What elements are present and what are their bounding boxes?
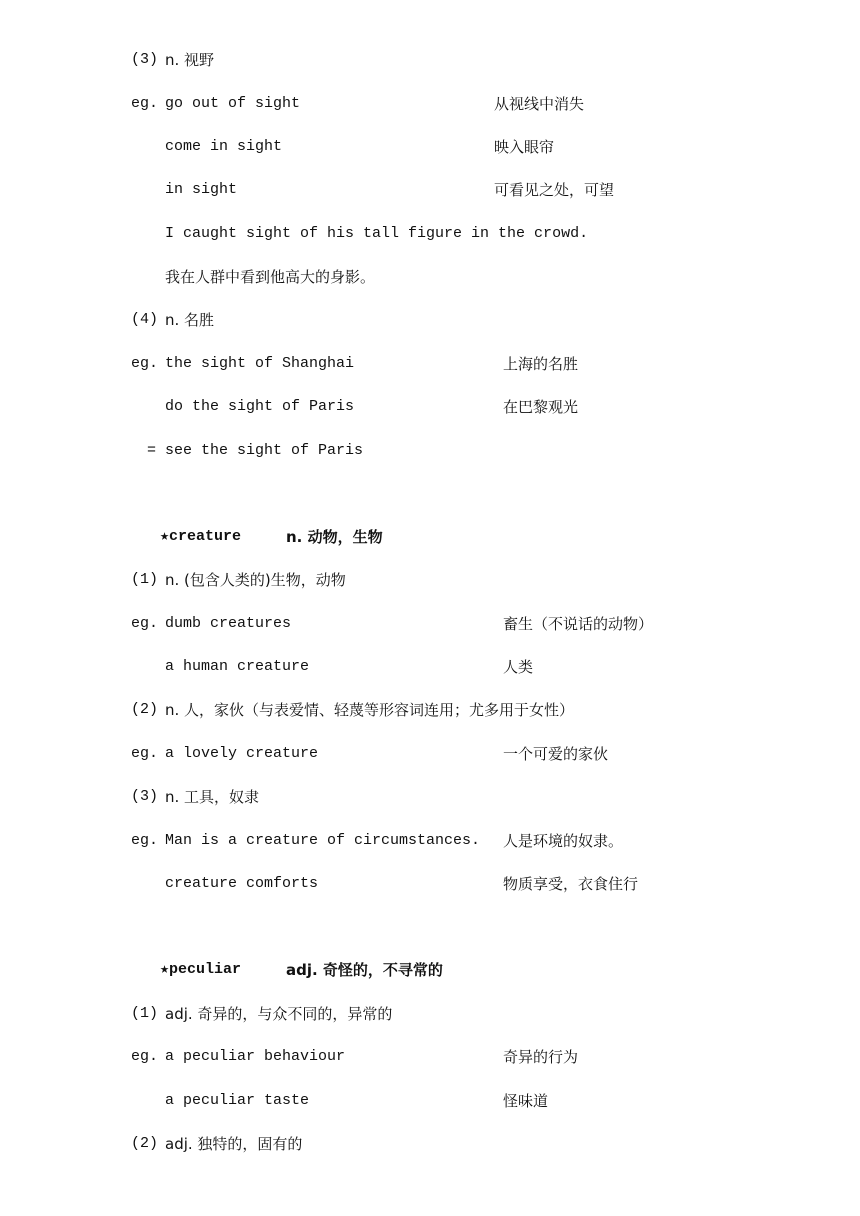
example-chinese: 一个可爱的家伙 [503,745,609,763]
sense-number: (3) [131,788,159,805]
example-english: a lovely creature [165,745,319,762]
entry-headword: ★creature [160,528,242,545]
example-chinese: 物质享受，衣食住行 [503,875,639,893]
example-english: a peculiar taste [165,1092,310,1109]
example-english: go out of sight [165,95,301,112]
entry-definition: n. 动物，生物 [286,528,383,546]
example-english: in sight [165,181,238,198]
example-chinese: 可看见之处，可望 [494,181,615,199]
example-english: a peculiar behaviour [165,1048,346,1065]
example-chinese: 奇异的行为 [503,1048,579,1066]
example-english: do the sight of Paris [165,398,355,415]
example-marker: eg. [131,745,159,762]
example-marker: eg. [131,1048,159,1065]
example-chinese: 在巴黎观光 [503,398,579,416]
sense-number: (4) [131,311,159,328]
example-marker: eg. [131,615,159,632]
sense-definition: n. 视野 [165,51,215,69]
example-chinese: 人是环境的奴隶。 [503,832,624,850]
example-english: a human creature [165,658,310,675]
example-chinese: 人类 [503,658,534,676]
sense-definition: n. 人，家伙（与表爱情、轻蔑等形容词连用；尤多用于女性） [165,701,575,719]
example-english: Man is a creature of circumstances. [165,832,481,849]
example-english: the sight of Shanghai [165,355,355,372]
sense-definition: n. 名胜 [165,311,215,329]
example-translation: 我在人群中看到他高大的身影。 [165,268,376,286]
sense-number: (2) [131,1135,159,1152]
example-english: come in sight [165,138,283,155]
example-english: creature comforts [165,875,319,892]
example-marker: eg. [131,832,159,849]
example-chinese: 从视线中消失 [494,95,585,113]
example-chinese: 映入眼帘 [494,138,555,156]
sense-number: (1) [131,1005,159,1022]
entry-headword: ★peculiar [160,961,242,978]
example-chinese: 畜生（不说话的动物） [503,615,654,633]
sense-definition: adj. 独特的，固有的 [165,1135,303,1153]
sense-definition: n. (包含人类的)生物，动物 [165,571,346,589]
example-marker: eg. [131,95,159,112]
example-chinese: 上海的名胜 [503,355,579,373]
sense-definition: adj. 奇异的，与众不同的，异常的 [165,1005,393,1023]
sense-definition: n. 工具，奴隶 [165,788,260,806]
example-equivalent: = see the sight of Paris [147,442,364,459]
sense-number: (1) [131,571,159,588]
example-english: dumb creatures [165,615,292,632]
entry-definition: adj. 奇怪的，不寻常的 [286,961,443,979]
sense-number: (2) [131,701,159,718]
example-sentence: I caught sight of his tall figure in the crowd. [165,225,589,242]
sense-number: (3) [131,51,159,68]
example-marker: eg. [131,355,159,372]
example-chinese: 怪味道 [503,1092,549,1110]
